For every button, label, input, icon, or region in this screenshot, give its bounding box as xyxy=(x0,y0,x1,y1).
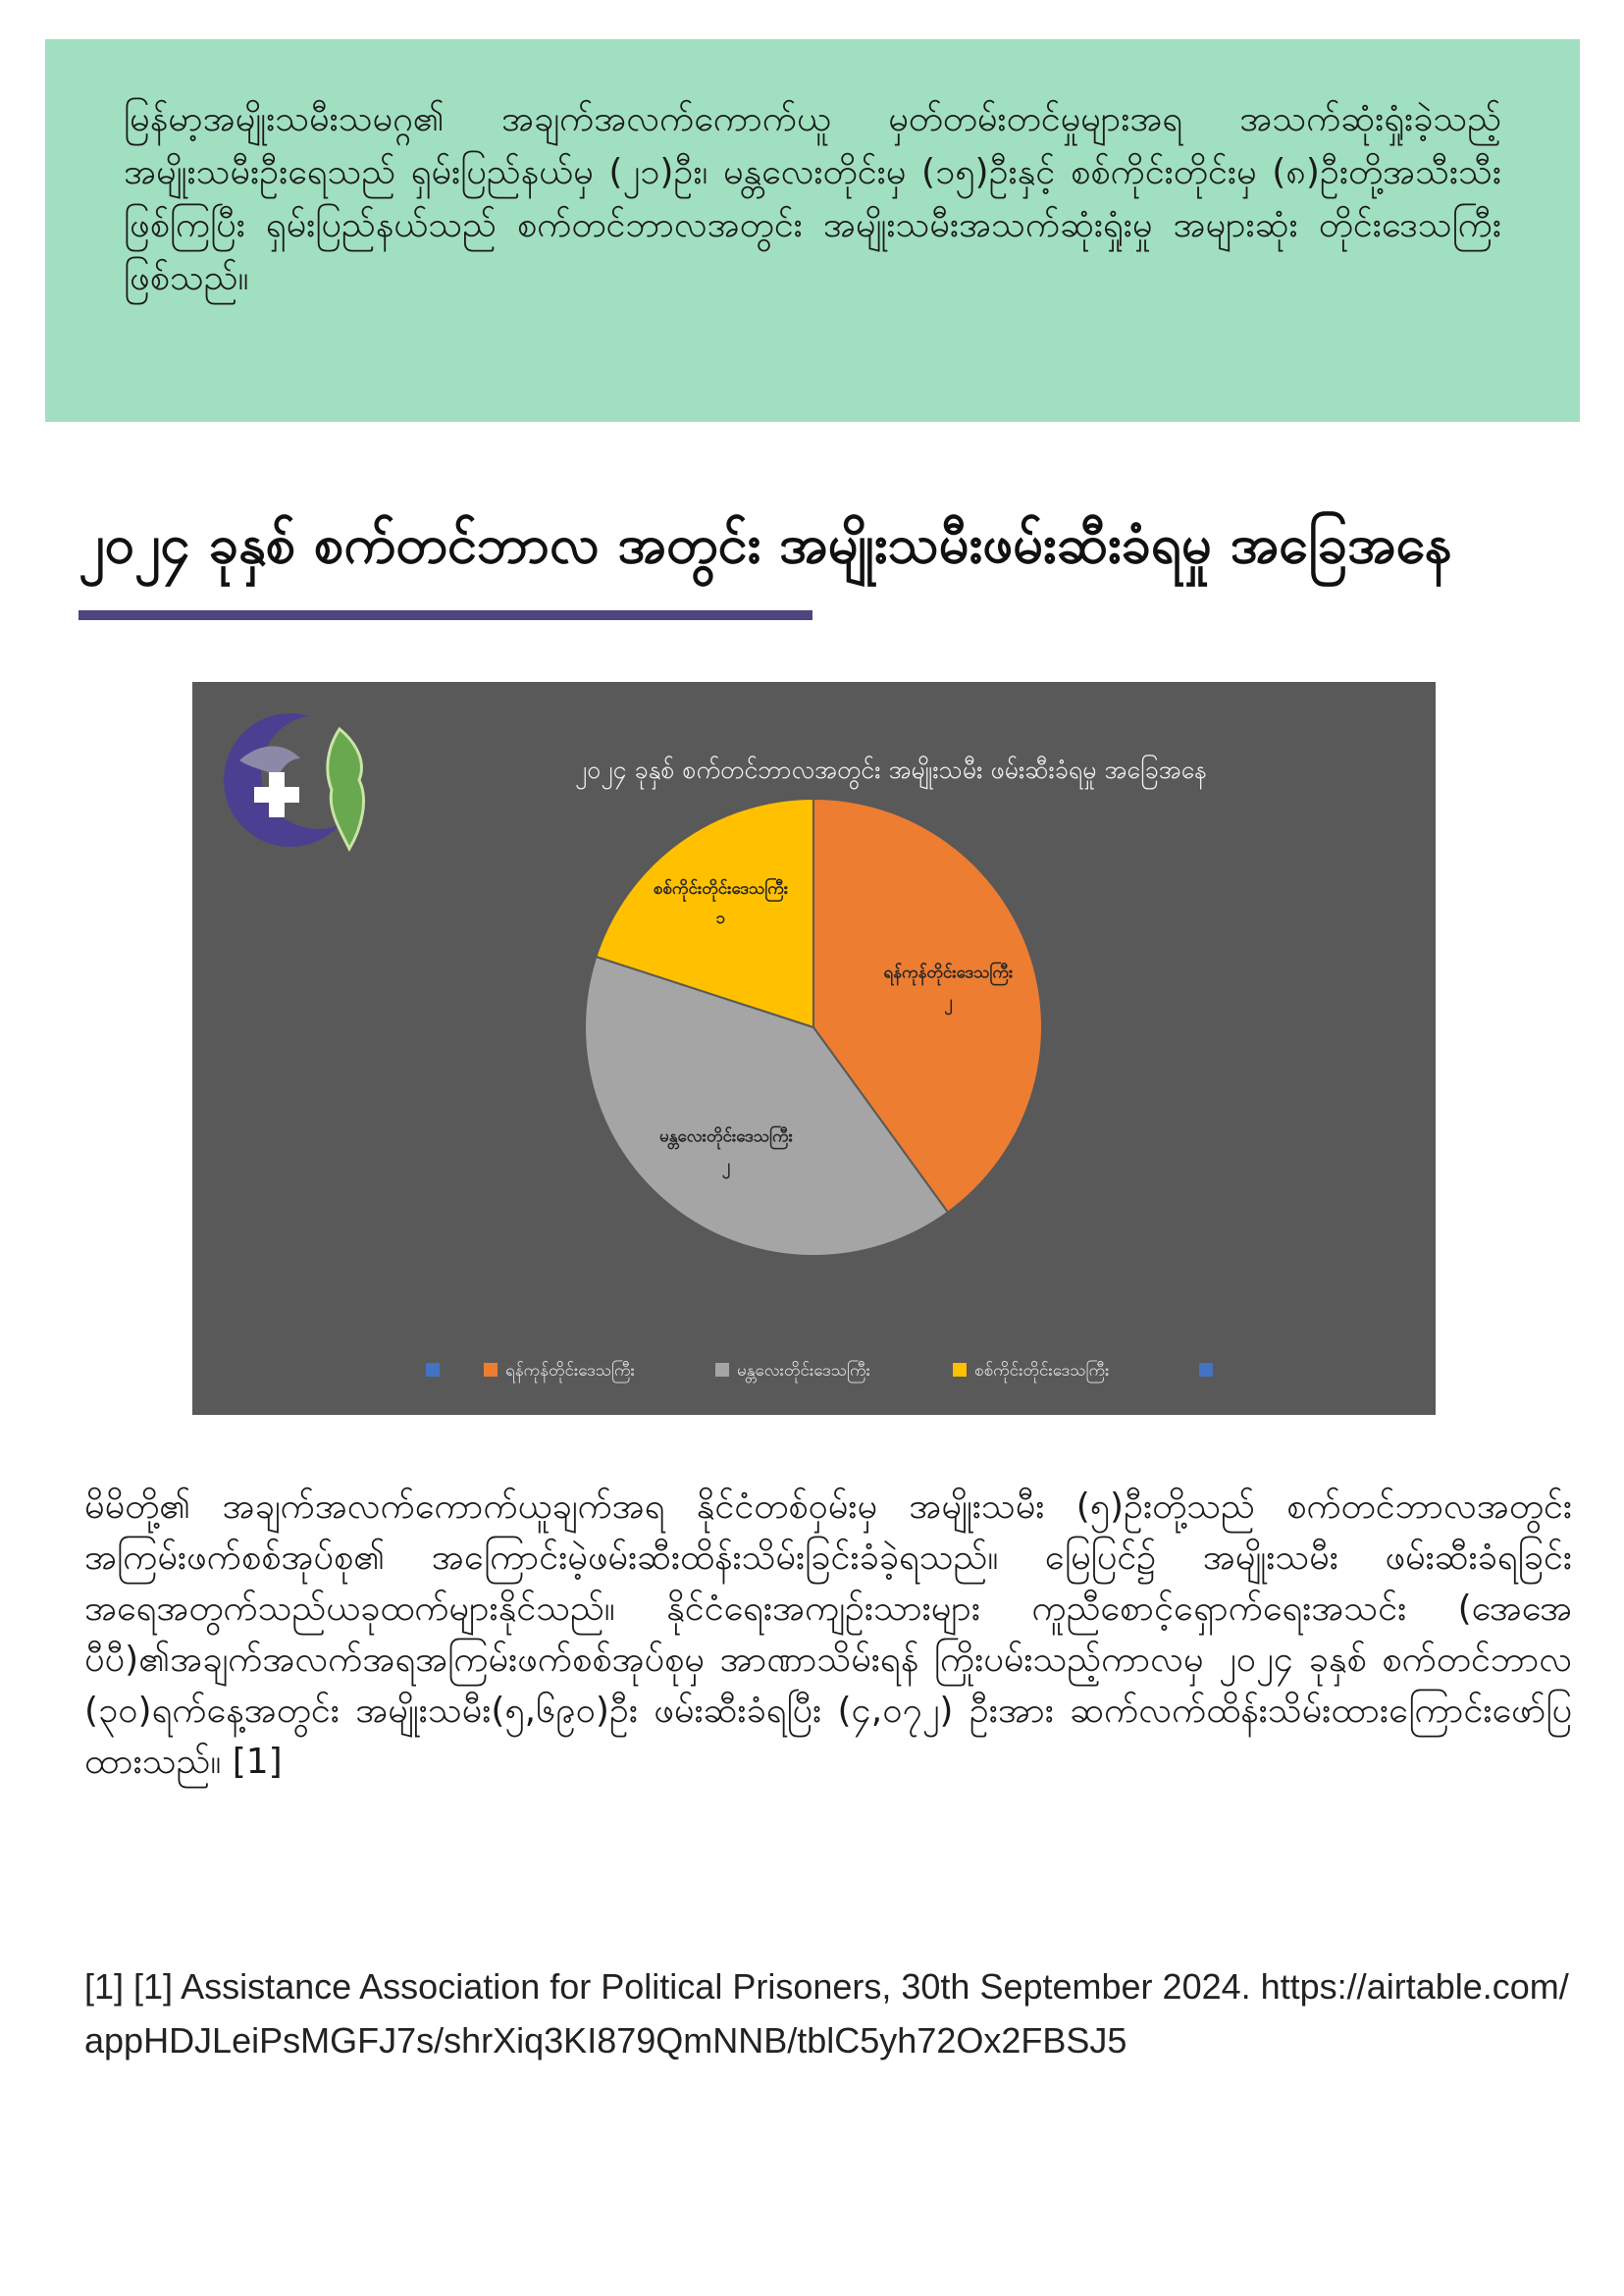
legend-swatch xyxy=(1199,1363,1213,1377)
slice-value-label: ၂ xyxy=(721,1156,731,1176)
section-heading: ၂၀၂၄ ခုနှစ် စက်တင်ဘာလ အတွင်း အမျိုးသမီးဖမ်းဆီးခံရမှု အခြေအနေ xyxy=(79,513,1452,575)
pie-chart-svg xyxy=(192,682,1436,1415)
pie-slices xyxy=(585,799,1042,1256)
legend-swatch xyxy=(715,1363,729,1377)
summary-box xyxy=(45,39,1580,422)
slice-category-label: ရန်ကုန်တိုင်းဒေသကြီး xyxy=(883,963,1014,983)
slice-category-label: မန္တလေးတိုင်းဒေသကြီး xyxy=(659,1126,793,1147)
chart-title: ၂၀၂၄ ခုနှစ် စက်တင်ဘာလအတွင်း အမျိုးသမီး ဖမ်းဆီးခံရမှု အခြေအနေ xyxy=(574,756,1208,784)
legend-swatch xyxy=(426,1363,440,1377)
footnote: [1] [1] Assistance Association for Political Prisoners, 30th September 2024. https://airtable.com/appHDJLeiPsMGFJ7s/shrXiq3KI879QmNNB/tblC5yh72Ox2FBSJ5 xyxy=(84,1966,1569,2061)
summary-text: မြန်မာ့အမျိုးသမီးသမဂ္ဂ၏ အချက်အလက်ကောက်ယူ မှတ်တမ်းတင်မှုများအရ အသက်ဆုံးရှုံးခဲ့သည့် အမျိုးသမီးဦးရေသည် ရှမ်းပြည်နယ်မှ (၂၁)ဦး၊ မန္တလေးတိုင်းမှ (၁၅)ဦးနှင့် စစ်ကိုင်းတိုင်းမှ (၈)ဦးတို့အသီးသီး ဖြစ်ကြပြီး ရှမ်းပြည်နယ်သည် စက်တင်ဘာလအတွင်း အမျိုးသမီးအသက်ဆုံးရှုံးမှု အများဆုံး တိုင်းဒေသကြီးဖြစ်သည်။ xyxy=(124,99,1501,298)
slice-value-label: ၁ xyxy=(715,908,726,928)
legend-label: ရန်ကုန်တိုင်းဒေသကြီး xyxy=(505,1361,635,1381)
legend-label: မန္တလေးတိုင်းဒေသကြီး xyxy=(737,1361,870,1381)
legend-swatch xyxy=(484,1363,498,1377)
legend-swatch xyxy=(953,1363,967,1377)
heading-underline xyxy=(79,610,812,620)
legend-label: စစ်ကိုင်းတိုင်းဒေသကြီး xyxy=(974,1361,1110,1381)
slice-value-label: ၂ xyxy=(944,992,953,1013)
organization-logo xyxy=(224,713,375,849)
pie-chart xyxy=(192,682,1436,1415)
body-paragraph: မိမိတို့၏ အချက်အလက်ကောက်ယူချက်အရ နိုင်ငံတစ်ဝှမ်းမှ အမျိုးသမီး (၅)ဦးတို့သည် စက်တင်ဘာလအတွင်း အကြမ်းဖက်စစ်အုပ်စု၏ အကြောင်းမဲ့ဖမ်းဆီးထိန်းသိမ်းခြင်းခံခဲ့ရသည်။ မြေပြင်၌ အမျိုးသမီး ဖမ်းဆီးခံရခြင်း အရေအတွက်သည်ယခုထက်များနိုင်သည်။ နိုင်ငံရေးအကျဉ်းသားများ ကူညီစောင့်ရှောက်ရေးအသင်း (အေအေပီပီ)၏အချက်အလက်အရအကြမ်းဖက်စစ်အုပ်စုမှ အာဏာသိမ်းရန် ကြိုးပမ်းသည့်ကာလမှ ၂၀၂၄ ခုနှစ် စက်တင်ဘာလ (၃၀)ရက်နေ့အတွင်း အမျိုးသမီး(၅,၆၉၀)ဦး ဖမ်းဆီးခံရပြီး (၄,၀၇၂) ဦးအား ဆက်လက်ထိန်းသိမ်းထားကြောင်းဖော်ပြထားသည်။ [1] xyxy=(84,1487,1572,1782)
slice-category-label: စစ်ကိုင်းတိုင်းဒေသကြီး xyxy=(653,878,789,899)
chart-legend xyxy=(426,1359,1213,1383)
